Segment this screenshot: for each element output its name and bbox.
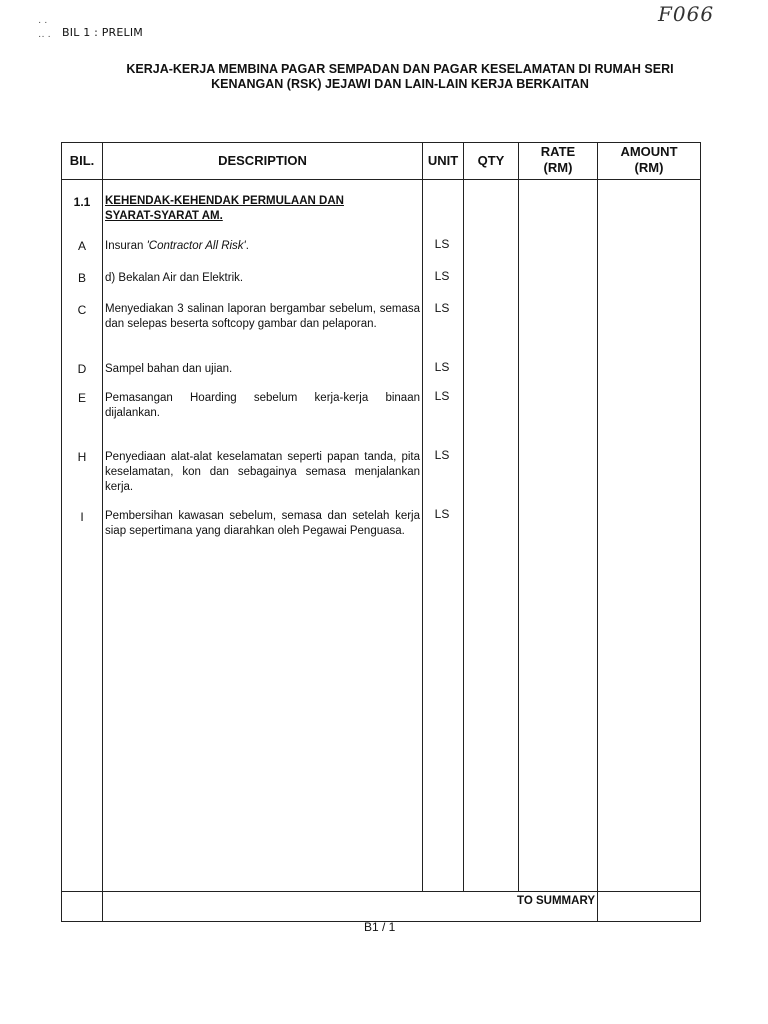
row-b-bil: B xyxy=(77,271,86,285)
col-divider-bil xyxy=(102,143,103,921)
row-h-unit: LS xyxy=(434,448,450,462)
bill-label: BIL 1 : PRELIM xyxy=(62,26,144,39)
col-divider-qty xyxy=(518,143,519,891)
handwritten-file-code: F066 xyxy=(658,2,715,26)
row-d-description: Sampel bahan dan ujian. xyxy=(105,363,233,375)
row-e-bil: E xyxy=(77,391,86,405)
header-amount: AMOUNT (RM) xyxy=(620,144,678,175)
header-rate: RATE (RM) xyxy=(540,144,576,175)
scan-specks: · · ·· · xyxy=(38,17,51,42)
title-line-2: KENANGAN (RSK) JEJAWI DAN LAIN-LAIN KERJA BERKAITAN xyxy=(211,77,589,91)
document-title xyxy=(70,62,730,92)
header-divider xyxy=(62,179,700,180)
row-b-unit: LS xyxy=(434,269,450,283)
page-number: B1 / 1 xyxy=(364,920,396,934)
bill-of-quantities-table xyxy=(61,142,701,922)
row-c-unit: LS xyxy=(434,301,450,315)
row-b-description: d) Bekalan Air dan Elektrik. xyxy=(105,272,244,284)
row-h-description: Penyediaan alat-alat keselamatan seperti papan tanda, pita keselamatan, kon dan sebagainya semasa menjalankan kerja. xyxy=(105,451,420,493)
header-qty: QTY xyxy=(477,153,505,168)
section-title: KEHENDAK-KEHENDAK PERMULAAN DAN SYARAT-SYARAT AM. xyxy=(105,195,344,222)
col-divider-rate xyxy=(597,143,598,921)
header-bil: BIL. xyxy=(69,153,95,168)
row-d-bil: D xyxy=(77,362,87,376)
row-c-description: Menyediakan 3 salinan laporan bergambar sebelum, semasa dan selepas beserta softcopy gambar dan pelaporan. xyxy=(105,303,420,330)
row-a-unit: LS xyxy=(434,237,450,251)
row-e-unit: LS xyxy=(434,389,450,403)
row-i-bil: I xyxy=(80,510,84,524)
section-bil: 1.1 xyxy=(73,195,91,209)
row-c-bil: C xyxy=(77,303,87,317)
row-a-description: Insuran 'Contractor All Risk'. xyxy=(105,240,249,252)
row-e-description: Pemasangan Hoarding sebelum kerja-kerja binaan dijalankan. xyxy=(105,392,420,419)
row-i-description: Pembersihan kawasan sebelum, semasa dan setelah kerja siap sepertimana yang diarahkan oleh Pegawai Penguasa. xyxy=(105,510,420,537)
header-unit: UNIT xyxy=(427,153,459,168)
row-a-bil: A xyxy=(77,239,86,253)
row-i-unit: LS xyxy=(434,507,450,521)
to-summary-label: TO SUMMARY xyxy=(517,895,595,907)
header-description: DESCRIPTION xyxy=(218,153,307,168)
row-d-unit: LS xyxy=(434,360,450,374)
title-line-1: KERJA-KERJA MEMBINA PAGAR SEMPADAN DAN PAGAR KESELAMATAN DI RUMAH SERI xyxy=(126,62,674,76)
footer-divider xyxy=(62,891,700,892)
row-h-bil: H xyxy=(77,450,87,464)
col-divider-unit xyxy=(463,143,464,891)
